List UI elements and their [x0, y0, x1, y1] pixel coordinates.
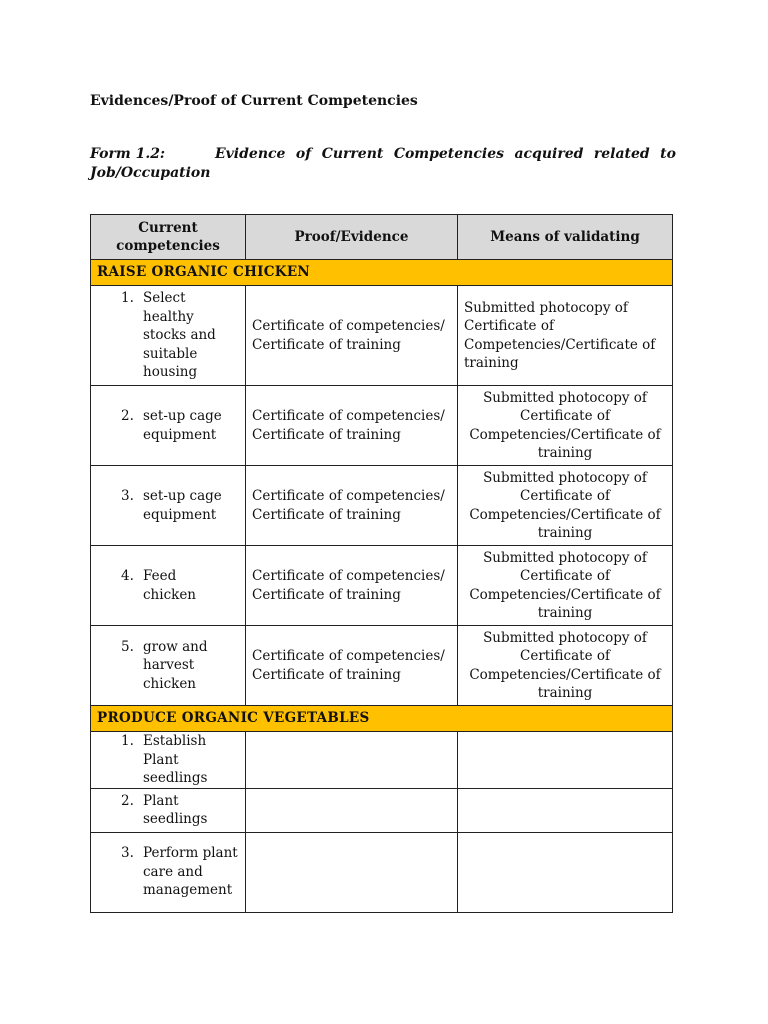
- table-row: [91, 626, 673, 706]
- form-title-word: of: [295, 146, 312, 162]
- competency-cell: [91, 832, 246, 912]
- table-row: [91, 466, 673, 546]
- competency-cell: [91, 286, 246, 386]
- proof-cell: [246, 832, 458, 912]
- proof-cell: Certificate of competencies/ Certificate of training: [246, 286, 458, 386]
- item-number: 2.: [121, 408, 134, 424]
- section-title: PRODUCE ORGANIC VEGETABLES: [91, 706, 673, 732]
- competency-cell: [91, 386, 246, 466]
- item-number: 4.: [121, 568, 134, 584]
- table-row: [91, 732, 673, 789]
- competency-cell: [91, 732, 246, 789]
- competency-text: grow and harvest chicken: [143, 638, 208, 692]
- item-number: 2.: [121, 792, 134, 809]
- section-title: RAISE ORGANIC CHICKEN: [91, 260, 673, 286]
- form-title-line2: Job/Occupation: [90, 165, 211, 181]
- form-title-word: Competencies: [393, 146, 504, 162]
- means-cell: Submitted photocopy of Certificate of Competencies/Certificate of training: [458, 546, 673, 626]
- item-number: 3.: [121, 845, 134, 862]
- proof-cell: Certificate of competencies/ Certificate of training: [246, 386, 458, 466]
- competency-text: Feed chicken: [143, 568, 196, 603]
- means-cell: Submitted photocopy of Certificate of Competencies/Certificate of training: [458, 386, 673, 466]
- proof-cell: Certificate of competencies/ Certificate of training: [246, 546, 458, 626]
- header-means-of-validating: Means of validating: [458, 215, 673, 260]
- item-number: 1.: [121, 733, 134, 749]
- table-row: [91, 546, 673, 626]
- competency-cell: [91, 546, 246, 626]
- table-row: [91, 386, 673, 466]
- item-number: 5.: [121, 638, 134, 655]
- table-header-row: [91, 215, 673, 260]
- table-row: [91, 832, 673, 912]
- means-cell: Submitted photocopy of Certificate of Competencies/Certificate of training: [458, 626, 673, 706]
- proof-cell: [246, 732, 458, 789]
- competency-cell: [91, 788, 246, 832]
- competency-text: Select healthy stocks and suitable housing: [143, 290, 216, 381]
- form-title-word: to: [660, 146, 676, 162]
- competency-text: Plant seedlings: [143, 792, 208, 827]
- competency-cell: [91, 466, 246, 546]
- form-title-word: acquired: [514, 146, 584, 162]
- means-cell: [458, 732, 673, 789]
- means-cell: Submitted photocopy of Certificate of Competencies/Certificate of training: [458, 466, 673, 546]
- competency-text: set-up cage equipment: [143, 408, 222, 443]
- item-number: 1.: [121, 290, 134, 307]
- proof-cell: [246, 788, 458, 832]
- section-row: [91, 260, 673, 286]
- table-row: [91, 286, 673, 386]
- form-label: Form 1.2:: [90, 146, 166, 162]
- section-row: [91, 706, 673, 732]
- item-number: 3.: [121, 488, 134, 504]
- header-proof-evidence: Proof/Evidence: [246, 215, 458, 260]
- form-title-word: Evidence: [215, 146, 286, 162]
- form-title-word: related: [593, 146, 650, 162]
- competency-text: Perform plant care and management: [143, 845, 238, 899]
- means-cell: Submitted photocopy of Certificate of Competencies/Certificate of training: [458, 286, 673, 386]
- competency-text: Establish Plant seedlings: [143, 733, 208, 786]
- means-cell: [458, 788, 673, 832]
- page-heading: Evidences/Proof of Current Competencies: [90, 93, 418, 109]
- proof-cell: Certificate of competencies/ Certificate of training: [246, 626, 458, 706]
- competency-text: set-up cage equipment: [143, 488, 222, 523]
- header-current-competencies: Current competencies: [91, 215, 246, 260]
- table-row: [91, 788, 673, 832]
- competency-table: [90, 214, 673, 913]
- means-cell: [458, 832, 673, 912]
- proof-cell: Certificate of competencies/ Certificate of training: [246, 466, 458, 546]
- form-caption: [90, 145, 676, 183]
- competency-cell: [91, 626, 246, 706]
- form-title-word: Current: [321, 146, 384, 162]
